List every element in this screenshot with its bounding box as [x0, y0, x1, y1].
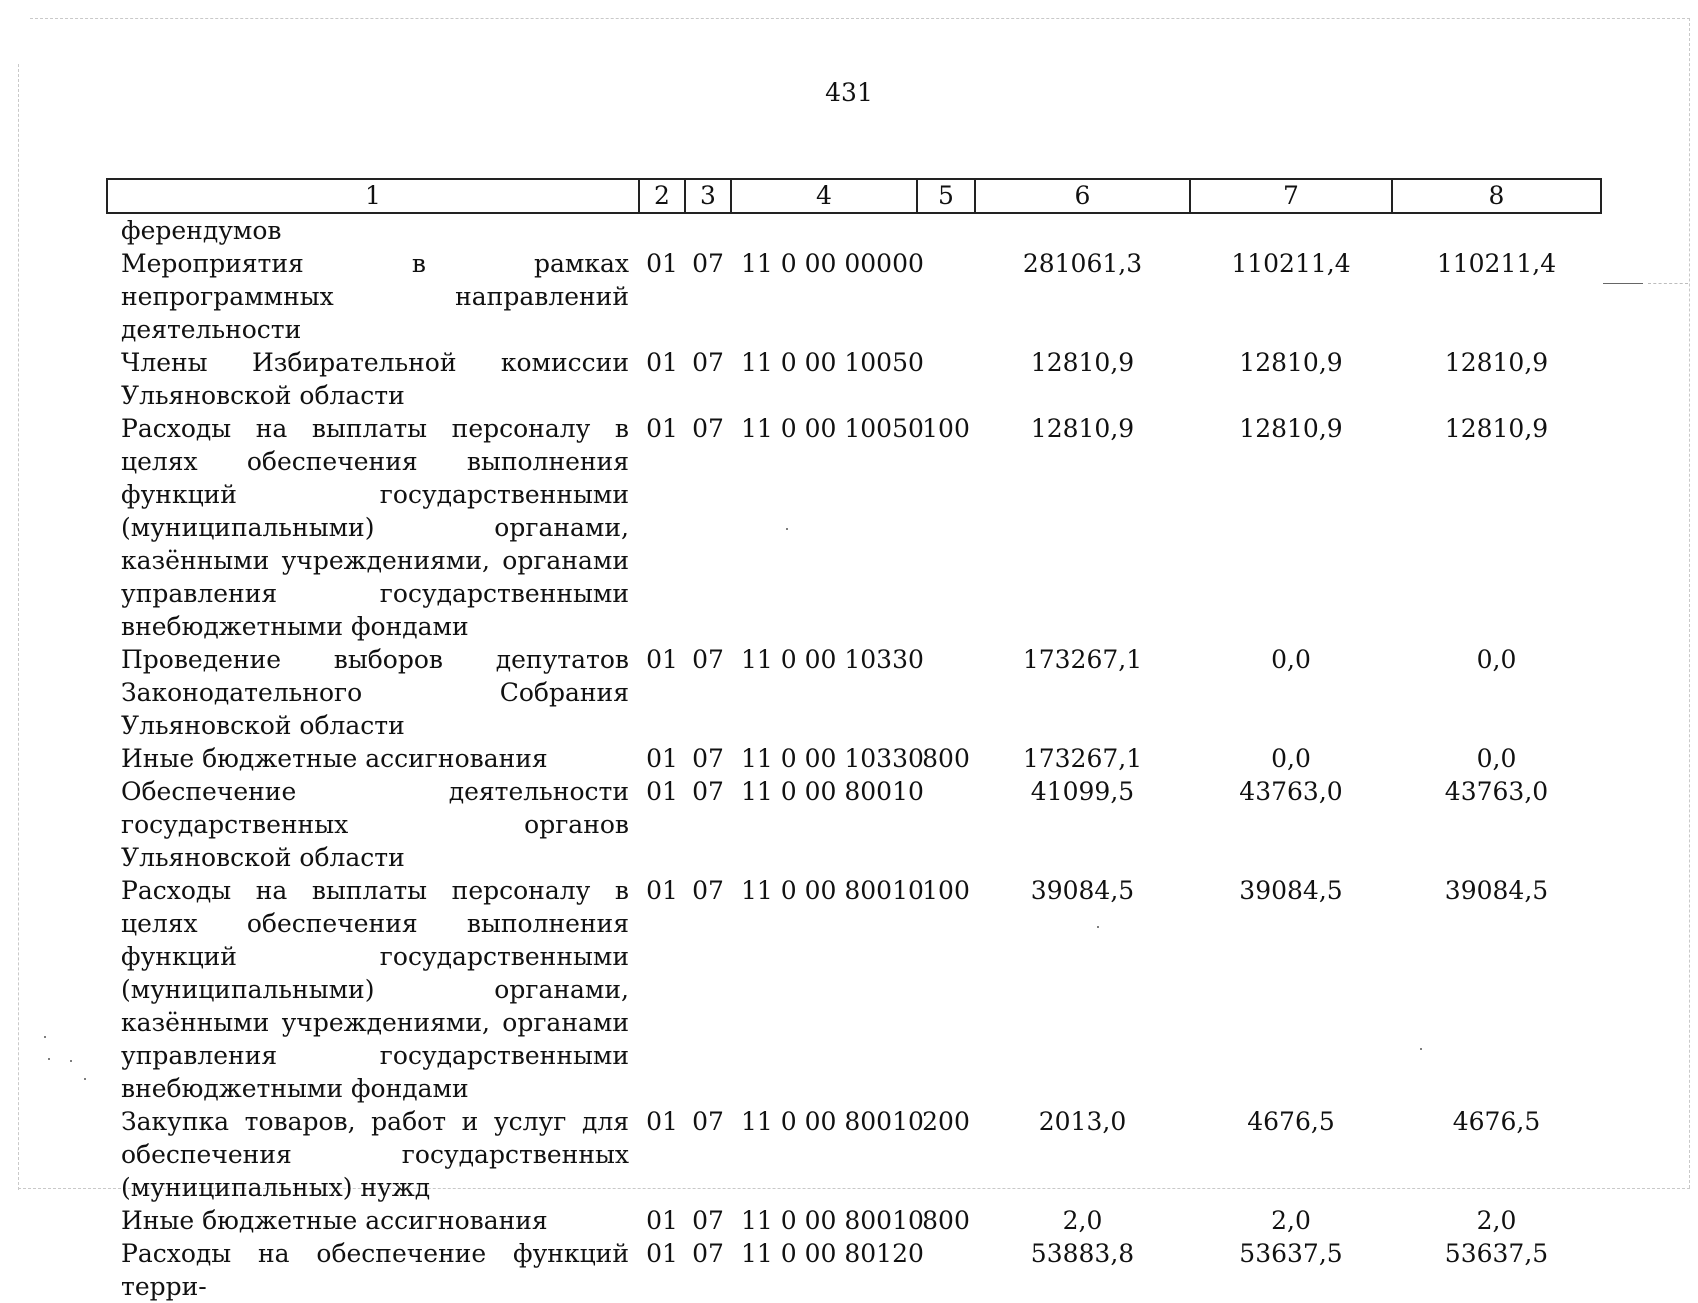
expense-type-code: 800	[922, 1206, 970, 1235]
amount-col7: 4676,5	[1247, 1107, 1335, 1136]
target-article-code: 11 0 00 80010	[741, 1107, 924, 1136]
amount-col6: 12810,9	[1030, 348, 1135, 377]
expense-type-code	[917, 213, 975, 247]
amount-col7: 12810,9	[1239, 348, 1343, 377]
amount-col8: 53637,5	[1444, 1239, 1549, 1268]
table-row	[107, 213, 1601, 247]
table-row	[107, 247, 1601, 346]
scan-border-right	[1689, 18, 1690, 1188]
scan-speck	[70, 1060, 72, 1062]
target-article-code: 11 0 00 80010	[741, 777, 924, 806]
target-article-code: 11 0 00 80010	[741, 1206, 924, 1235]
section-code: 01	[646, 1239, 678, 1268]
target-article-code: 11 0 00 10050	[741, 414, 924, 443]
column-header: 6	[975, 179, 1190, 213]
target-article-code: 11 0 00 10330	[741, 645, 924, 674]
table-row	[107, 742, 1601, 775]
column-header: 3	[685, 179, 731, 213]
amount-col8: 110211,4	[1436, 249, 1557, 278]
expense-type-code: 100	[922, 876, 970, 905]
subsection-code	[685, 213, 731, 247]
scan-border-left	[18, 64, 19, 1190]
amount-col8: 12810,9	[1444, 414, 1549, 443]
row-name: Расходы на выплаты персоналу в целях обеспечения выполнения функций государственными (муниципальными) органами, казёнными учреждениями, органами управления государственными внебюджетными фондами	[121, 414, 629, 641]
amount-col8: 4676,5	[1452, 1107, 1541, 1136]
row-name: Обеспечение деятельности государственных органов Ульяновской области	[121, 777, 629, 872]
expense-type-code: 200	[922, 1107, 970, 1136]
amount-col6: 2013,0	[1038, 1107, 1127, 1136]
table-row	[107, 1105, 1601, 1204]
expense-type-code	[917, 643, 975, 742]
amount-col7: 53637,5	[1239, 1239, 1343, 1268]
scan-speck	[44, 1036, 46, 1038]
expense-type-code: 100	[922, 414, 970, 443]
row-name: Закупка товаров, работ и услуг для обеспечения государственных (муниципальных) нужд	[121, 1107, 629, 1202]
section-code: 01	[646, 348, 678, 377]
target-article-code: 11 0 00 10050	[741, 348, 924, 377]
row-name: Расходы на обеспечение функций терри-	[121, 1239, 629, 1301]
amount-col8	[1392, 213, 1601, 247]
expense-type-code	[917, 1237, 975, 1303]
table-row	[107, 874, 1601, 1105]
section-code: 01	[646, 777, 678, 806]
expense-type-code: 800	[922, 744, 970, 773]
target-article-code: 11 0 00 80010	[741, 876, 924, 905]
subsection-code: 07	[692, 777, 724, 806]
expense-type-code	[917, 346, 975, 412]
amount-col6: 2,0	[1062, 1206, 1103, 1235]
budget-table	[106, 178, 1602, 1303]
amount-col7: 0,0	[1271, 645, 1311, 674]
page-number: 431	[825, 78, 873, 107]
row-name: Расходы на выплаты персоналу в целях обеспечения выполнения функций государственными (муниципальными) органами, казёнными учреждениями, органами управления государственными внебюджетными фондами	[121, 876, 629, 1103]
margin-mark	[1603, 283, 1643, 284]
row-name: ферендумов	[121, 216, 282, 245]
subsection-code: 07	[692, 1107, 724, 1136]
section-code	[639, 213, 685, 247]
amount-col7: 110211,4	[1231, 249, 1351, 278]
expense-type-code	[917, 247, 975, 346]
amount-col8: 0,0	[1476, 744, 1517, 773]
amount-col8: 2,0	[1476, 1206, 1517, 1235]
amount-col7: 43763,0	[1239, 777, 1343, 806]
amount-col8: 0,0	[1476, 645, 1517, 674]
table-row	[107, 643, 1601, 742]
target-article-code: 11 0 00 10330	[741, 744, 924, 773]
target-article-code	[731, 213, 917, 247]
margin-mark-dashed	[1648, 283, 1688, 284]
amount-col7: 12810,9	[1239, 414, 1343, 443]
table-row	[107, 775, 1601, 874]
amount-col6: 41099,5	[1030, 777, 1135, 806]
table-row	[107, 1237, 1601, 1303]
amount-col8: 39084,5	[1444, 876, 1549, 905]
target-article-code: 11 0 00 00000	[741, 249, 924, 278]
section-code: 01	[646, 1107, 678, 1136]
table-row	[107, 1204, 1601, 1237]
row-name: Иные бюджетные ассигнования	[121, 1206, 548, 1235]
column-header: 7	[1190, 179, 1392, 213]
amount-col7: 39084,5	[1239, 876, 1343, 905]
amount-col8: 43763,0	[1444, 777, 1549, 806]
subsection-code: 07	[692, 348, 724, 377]
column-header: 4	[731, 179, 917, 213]
section-code: 01	[646, 249, 678, 278]
subsection-code: 07	[692, 876, 724, 905]
section-code: 01	[646, 414, 678, 443]
table-row	[107, 346, 1601, 412]
column-header: 1	[107, 179, 639, 213]
column-header: 8	[1392, 179, 1601, 213]
amount-col6: 173267,1	[1022, 645, 1143, 674]
subsection-code: 07	[692, 414, 724, 443]
row-name: Иные бюджетные ассигнования	[121, 744, 548, 773]
subsection-code: 07	[692, 249, 724, 278]
scan-speck	[84, 1078, 86, 1080]
scan-border-top	[30, 18, 1690, 19]
amount-col7: 2,0	[1271, 1206, 1311, 1235]
column-header: 5	[917, 179, 975, 213]
amount-col6: 39084,5	[1030, 876, 1135, 905]
amount-col6: 12810,9	[1030, 414, 1135, 443]
amount-col6: 173267,1	[1022, 744, 1143, 773]
row-name: Члены Избирательной комиссии Ульяновской области	[121, 348, 629, 410]
scan-speck	[48, 1058, 50, 1060]
section-code: 01	[646, 744, 678, 773]
amount-col6: 53883,8	[1030, 1239, 1135, 1268]
section-code: 01	[646, 876, 678, 905]
amount-col6	[975, 213, 1190, 247]
table-body	[107, 213, 1601, 1303]
section-code: 01	[646, 1206, 678, 1235]
amount-col8: 12810,9	[1444, 348, 1549, 377]
amount-col6: 281061,3	[1022, 249, 1143, 278]
subsection-code: 07	[692, 1206, 724, 1235]
subsection-code: 07	[692, 645, 724, 674]
section-code: 01	[646, 645, 678, 674]
column-header: 2	[639, 179, 685, 213]
expense-type-code	[917, 775, 975, 874]
amount-col7: 0,0	[1271, 744, 1311, 773]
subsection-code: 07	[692, 744, 724, 773]
table-header	[107, 179, 1601, 213]
subsection-code: 07	[692, 1239, 724, 1268]
row-name: Мероприятия в рамках непрограммных направлений деятельности	[121, 249, 629, 344]
amount-col7	[1190, 213, 1392, 247]
table-row	[107, 412, 1601, 643]
target-article-code: 11 0 00 80120	[741, 1239, 924, 1268]
row-name: Проведение выборов депутатов Законодательного Собрания Ульяновской области	[121, 645, 629, 740]
